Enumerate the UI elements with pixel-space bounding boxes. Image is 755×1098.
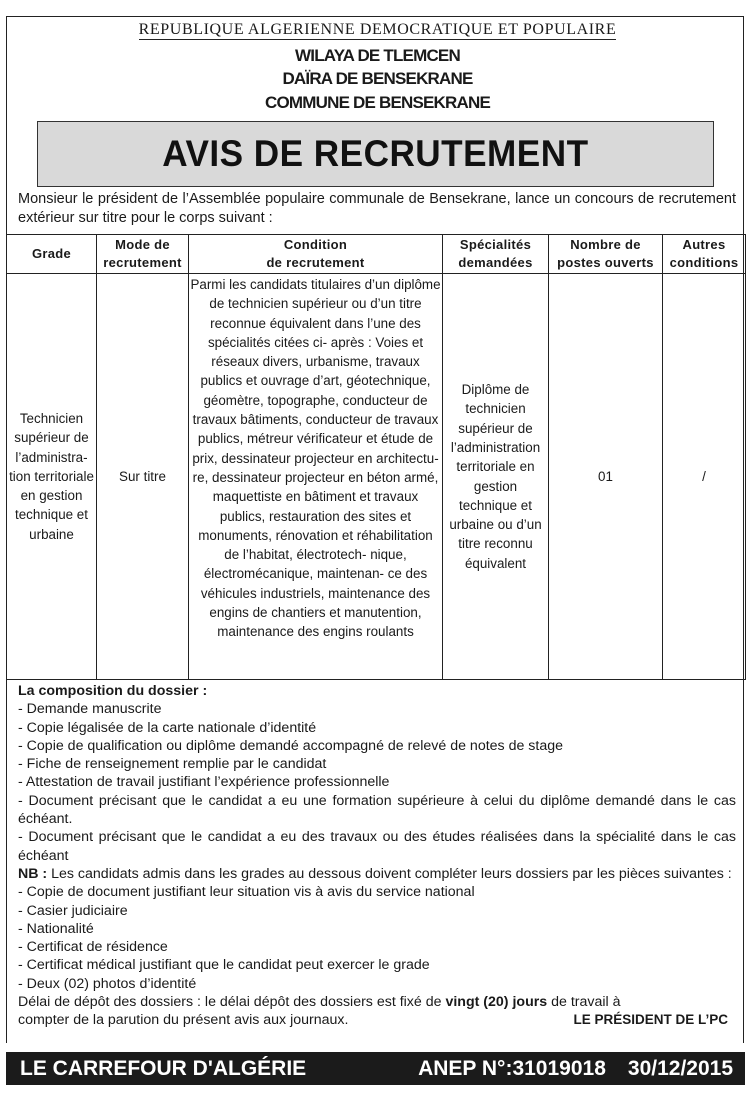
cell-autres: / [663, 274, 746, 680]
header-specialites [443, 235, 549, 274]
anep-number: ANEP N°:31019018 [418, 1056, 606, 1080]
publication-date: 30/12/2015 [627, 1056, 733, 1080]
title-box [37, 121, 714, 187]
dossier-item: - Document précisant que le candidat a eu une formation supérieure à celui du diplôme demandé dans le cas échéant. [18, 792, 736, 828]
dossier-item: - Demande manuscrite [18, 701, 162, 718]
nb-text: Les candidats admis dans les grades au dessous doivent compléter leurs dossiers par les pièces suivantes : [47, 865, 732, 882]
header-mode [97, 235, 189, 274]
table-row [7, 274, 746, 680]
dossier-item: - Copie légalisée de la carte nationale d’identité [18, 719, 317, 736]
page-title: AVIS DE RECRUTEMENT [162, 133, 589, 174]
header-grade-label: Grade [31, 246, 72, 261]
header-condition-line1: Condition [283, 237, 348, 252]
header-specialites-line2: demandées [458, 255, 533, 270]
deadline-text-end: de travail à [547, 994, 621, 1011]
deadline-line2: compter de la parution du présent avis aux journaux. [18, 1012, 349, 1029]
cell-mode: Sur titre [97, 274, 189, 680]
nb-item: - Casier judiciaire [18, 902, 128, 919]
dossier-item: - Attestation de travail justifiant l’expérience professionnelle [18, 774, 390, 791]
header-grade [7, 235, 97, 274]
publication-footer [6, 1052, 745, 1085]
header-specialites-line1: Spécialités [459, 237, 532, 252]
cell-condition: Parmi les candidats titulaires d’un diplôme de technicien supérieur ou d’un titre reconnue équivalent dans l’une des spécialités citées ci- après : Voies et réseaux divers, urbanisme, travaux publics et ouvrage d’art, géotechnique, géomètre, topographe, conducteur de travaux bâtiments, conducteur de travaux publics, métreur vérificateur et étude de prix, dessinateur projecteur en architectu- re, dessinateur projecteur en béton armé, maquettiste en bâtiment et travaux publics, restauration des sites et monuments, rénovation et réhabilitation de l’habitat, électrotech- nique, électromécanique, maintenan- ce des véhicules industriels, maintenance des engins de chantiers et manutention, maintenance des engins roulants [189, 274, 443, 680]
intro-paragraph: Monsieur le président de l’Assemblée populaire communale de Bensekrane, lance un concours de recrutement extérieur sur titre pour le corps suivant : [18, 191, 736, 226]
dossier-item: - Copie de qualification ou diplôme demandé accompagné de relevé de notes de stage [18, 737, 564, 754]
header-postes-line1: Nombre de [570, 237, 641, 252]
republic-heading-text: REPUBLIQUE ALGERIENNE DEMOCRATIQUE ET POPULAIRE [138, 21, 617, 38]
deadline-paragraph [18, 993, 736, 1011]
nb-item: - Copie de document justifiant leur situation vis à avis du service national [18, 884, 475, 901]
nb-paragraph [18, 865, 736, 883]
nb-item: - Nationalité [18, 920, 94, 937]
table-header-row [7, 235, 746, 274]
deadline-signature-row [18, 1011, 736, 1029]
cell-grade: Technicien supérieur de l’administra- tion territoriale en gestion technique et urbaine [7, 274, 97, 680]
header-autres-line2: conditions [669, 255, 739, 270]
commune-heading: COMMUNE DE BENSEKRANE [265, 93, 490, 112]
deadline-text: Délai de dépôt des dossiers : le délai dépôt des dossiers est fixé de [18, 994, 446, 1011]
header-postes-line2: postes ouverts [557, 255, 654, 270]
header-autres [663, 235, 746, 274]
header-autres-line1: Autres [682, 237, 726, 252]
nb-item: - Deux (02) photos d’identité [18, 975, 197, 992]
nb-item: - Certificat de résidence [18, 939, 168, 956]
publication-name: LE CARREFOUR D'ALGÉRIE [20, 1056, 307, 1080]
header-postes [549, 235, 663, 274]
signature: LE PRÉSIDENT DE L’PC [573, 1012, 728, 1028]
daira-heading: DAÏRA DE BENSEKRANE [282, 69, 473, 88]
header-condition-line2: de recrutement [266, 255, 365, 270]
deadline-duration: vingt (20) jours [445, 994, 548, 1011]
cell-specialites: Diplôme de technicien supérieur de l’administration territoriale en gestion technique et urbaine ou d’un titre reconnu équivalent [443, 274, 549, 680]
header-mode-line2: recrutement [103, 255, 182, 270]
recruitment-table [6, 234, 746, 680]
nb-item: - Certificat médical justifiant que le candidat peut exercer le grade [18, 957, 430, 974]
header-mode-line1: Mode de [115, 237, 170, 252]
dossier-section [18, 682, 736, 1030]
nb-label: NB : [18, 865, 48, 882]
header-condition [189, 235, 443, 274]
dossier-heading: La composition du dossier : [18, 683, 208, 699]
dossier-item: - Document précisant que le candidat a eu des travaux ou des études réalisées dans la spécialité dans le cas échéant [18, 829, 736, 864]
republic-heading [0, 21, 755, 39]
wilaya-heading: WILAYA DE TLEMCEN [295, 46, 460, 65]
dossier-item: - Fiche de renseignement remplie par le candidat [18, 756, 327, 773]
cell-postes: 01 [549, 274, 663, 680]
